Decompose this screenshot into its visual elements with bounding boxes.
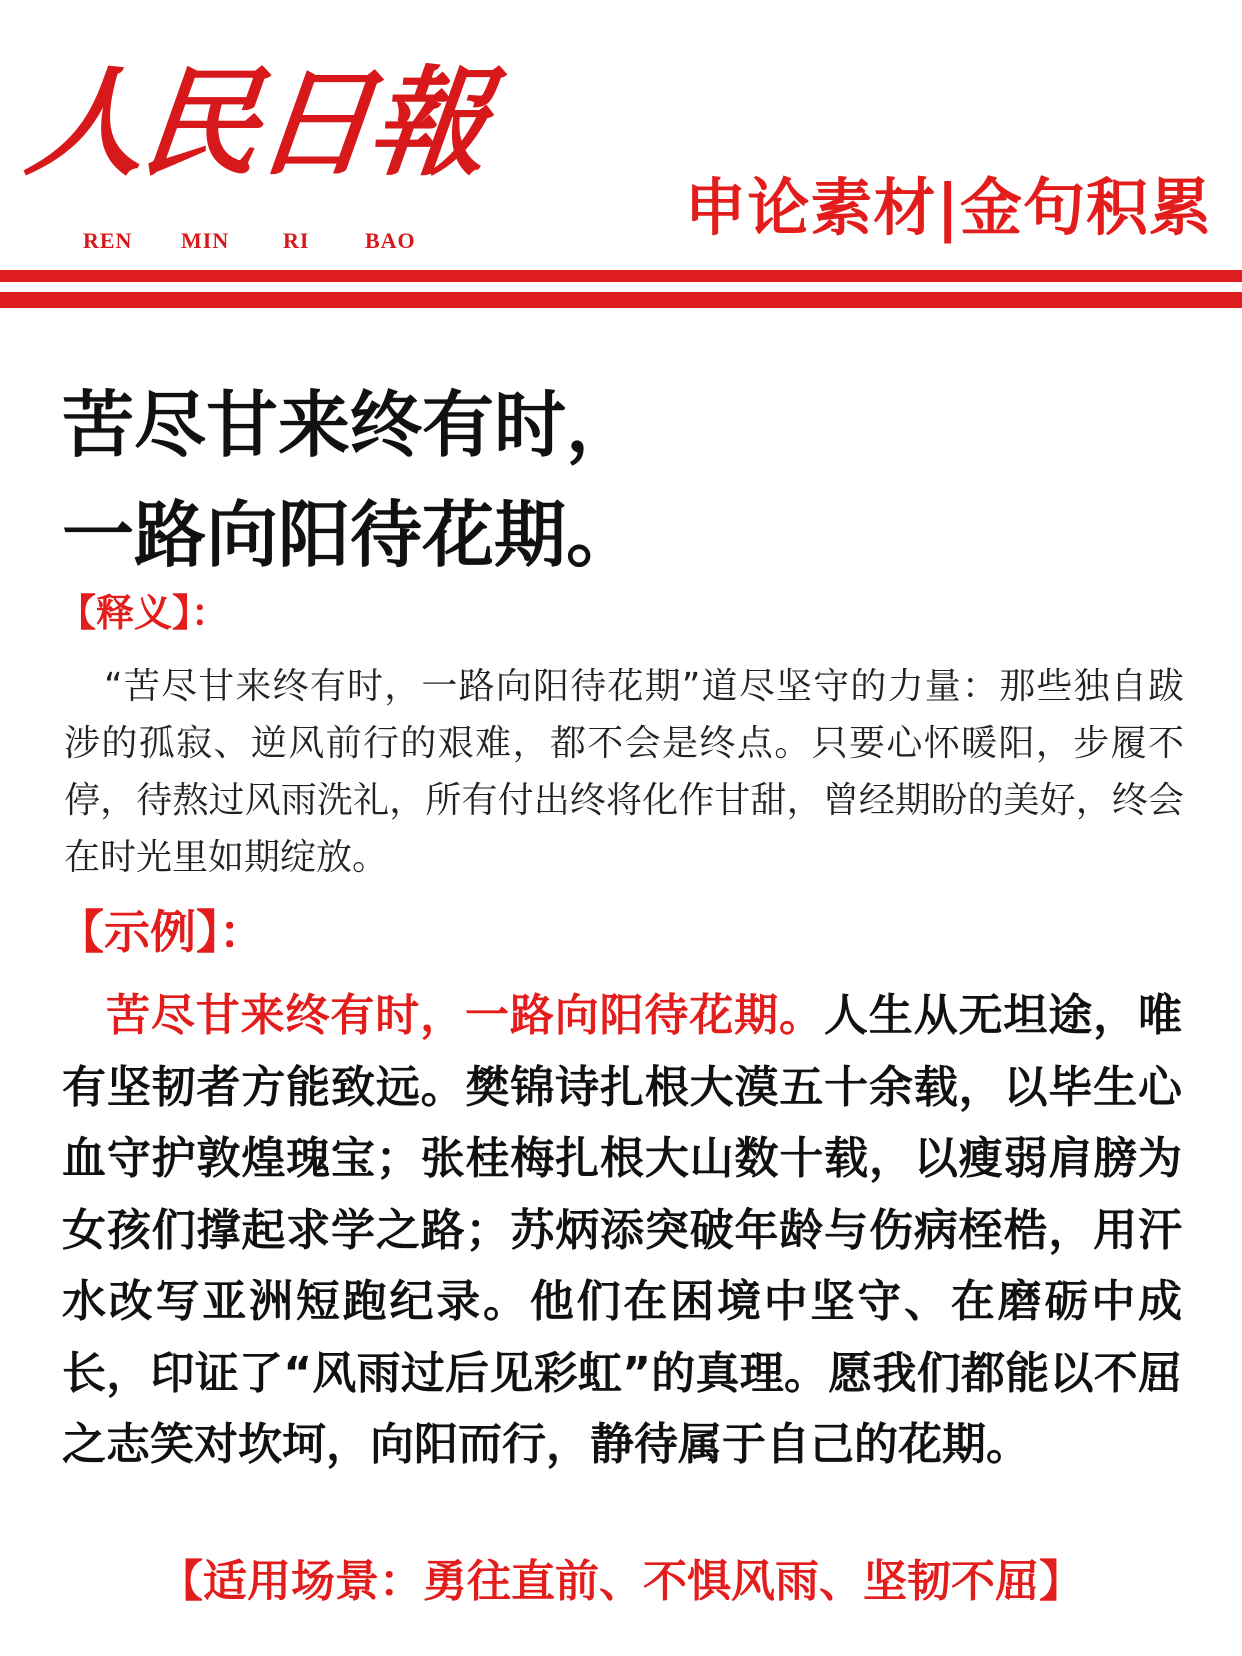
masthead	[0, 0, 1242, 310]
pinyin-bao: BAO	[365, 228, 416, 253]
header-label: 申论素材|金句积累	[684, 171, 1212, 244]
newspaper-logo	[20, 30, 492, 265]
pinyin-ri: RI	[283, 228, 310, 253]
page-title	[62, 370, 1182, 590]
logo-calligraphy: 人民日報	[20, 53, 492, 192]
divider-rule-top	[0, 270, 1242, 282]
meaning-paragraph: “苦尽甘来终有时，一路向阳待花期”道尽坚守的力量：那些独自跋涉的孤寂、逆风前行的艰难，都不会是终点。只要心怀暖阳，步履不停，待熬过风雨洗礼，所有付出终将化作甘甜，曾经期盼的美好，终会在时光里如期绽放。	[64, 666, 1184, 878]
pinyin-ren: REN	[83, 228, 133, 253]
scenario-tag: 【适用场景：勇往直前、不惧风雨、坚韧不屈】	[159, 1556, 1083, 1607]
example-label: 【示例】：	[58, 905, 265, 959]
meaning-label: 【释义】：	[58, 591, 230, 635]
title-line-2: 一路向阳待花期。	[62, 493, 639, 577]
divider-rule-bottom	[0, 292, 1242, 308]
example-paragraph	[62, 980, 1182, 1481]
example-body: 人生从无坦途，唯有坚韧者方能致远。樊锦诗扎根大漠五十余载，以毕生心血守护敦煌瑰宝；张桂梅扎根大山数十载，以瘦弱肩膀为女孩们撑起求学之路；苏炳添突破年龄与伤病桎梏，用汗水改写亚洲短跑纪录。他们在困境中坚守、在磨砺中成长，印证了“风雨过后见彩虹”的真理。愿我们都能以不屈之志笑对坎坷，向阳而行，静待属于自己的花期。	[62, 990, 1183, 1470]
title-line-1: 苦尽甘来终有时，	[62, 383, 639, 467]
example-lead-quote: 苦尽甘来终有时，一路向阳待花期。	[106, 990, 824, 1041]
pinyin-min: MIN	[181, 228, 230, 253]
logo-pinyin	[83, 228, 443, 254]
